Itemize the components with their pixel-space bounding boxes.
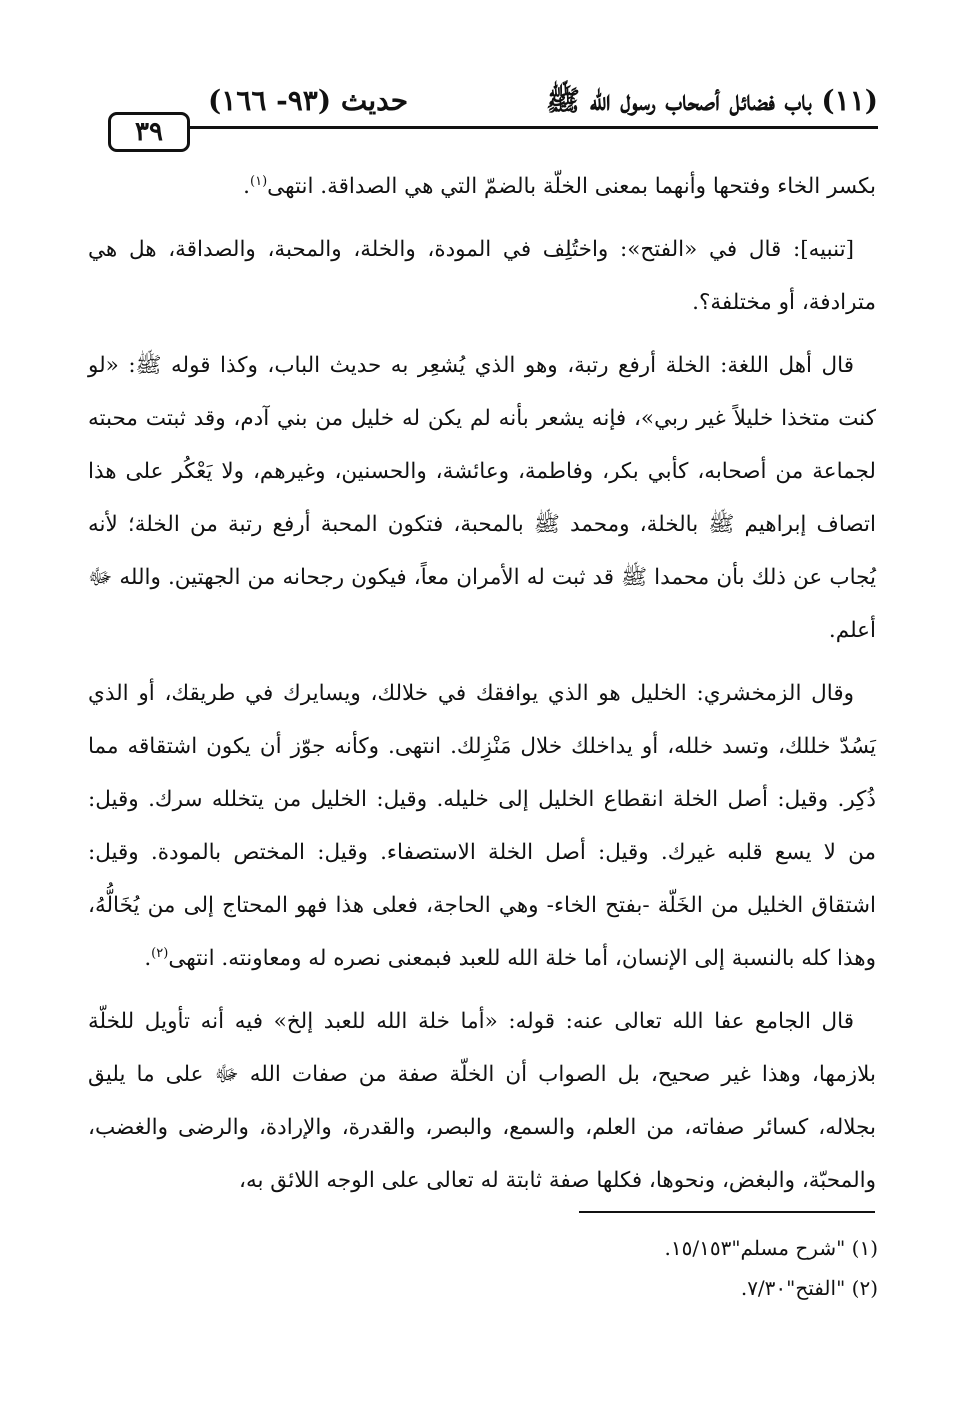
footnote-rule <box>579 1211 875 1213</box>
header-rule <box>188 126 878 129</box>
chapter-title: (١١) باب فضائل أصحاب رسول الله ﷺ <box>546 84 878 117</box>
hadith-range: حديث (٩٣- ١٦٦) <box>208 84 409 117</box>
footnote: (١) "شرح مسلم"١٥/١٥٣. <box>664 1236 878 1260</box>
paragraph: وقال الزمخشري: الخليل هو الذي يوافقك في خلالك، ويسايرك في طريقك، أو الذي يَسُدّ خللك، وتسد خلله، أو يداخلك خلال مَنْزِلك. انتهى. وكأنه جوّز أن يكون اشتقاقه مما ذُكِر. وقيل: أصل الخلة انقطاع الخليل إلى خليله. وقيل: الخليل من يتخلله سرك. وقيل: من لا يسع قلبه غيرك. وقيل: أصل الخلة الاستصفاء. وقيل: المختص بالمودة. وقيل: اشتقاق الخليل من الخَلّة -بفتح الخاء- وهي الحاجة، فعلى هذا فهو المحتاج إلى من يُخَالُّهُ، وهذا كله بالنسبة إلى الإنسان، أما خلة الله للعبد فبمعنى نصره له ومعاونته. انتهى$^{(٢)}$. <box>88 681 876 971</box>
body-text <box>88 160 876 1217</box>
page-number: ٣٩ <box>108 112 190 152</box>
footnote-ref: (٢) <box>151 945 169 961</box>
footnote-ref: (١) <box>250 173 268 189</box>
paragraph: [تنبيه]: قال في «الفتح»: واختُلِف في المودة، والخلة، والمحبة، والصداقة، هل هي مترادفة، أو مختلفة؟. <box>88 237 876 315</box>
paragraph: قال الجامع عفا الله تعالى عنه: قوله: «أما خلة الله للعبد إلخ» فيه أنه تأويل للخلّة بلازمها، وهذا غير صحيح، بل الصواب أن الخلّة صفة من صفات الله ﷻ على ما يليق بجلاله، كسائر صفاته، من العلم، والسمع، والبصر، والقدرة، والإرادة، والرضى والغضب، والمحبّة، والبغض، ونحوها، فكلها صفة ثابتة له تعالى على الوجه اللائق به، <box>88 1009 876 1193</box>
footnote: (٢) "الفتح"٧/٣٠. <box>740 1276 878 1300</box>
paragraph: بكسر الخاء وفتحها وأنهما بمعنى الخلّة بالضمّ التي هي الصداقة. انتهى$^{(١)}$. <box>243 173 876 199</box>
paragraph: قال أهل اللغة: الخلة أرفع رتبة، وهو الذي يُشعِر به حديث الباب، وكذا قوله ﷺ: «لو كنت متخذا خليلاً غير ربي»، فإنه يشعر بأنه لم يكن له خليل من بني آدم، وقد ثبتت محبته لجماعة من أصحابه، كأبي بكر، وفاطمة، وعائشة، والحسنين، وغيرهم، ولا يَعْكُر على هذا اتصاف إبراهيم ﷺ بالخلة، ومحمد ﷺ بالمحبة، فتكون المحبة أرفع رتبة من الخلة؛ لأنه يُجاب عن ذلك بأن محمدا ﷺ قد ثبت له الأمران معاً، فيكون رجحانه من الجهتين. والله ﷻ أعلم. <box>88 353 876 643</box>
page-header <box>108 72 878 152</box>
footnotes <box>88 1228 878 1308</box>
